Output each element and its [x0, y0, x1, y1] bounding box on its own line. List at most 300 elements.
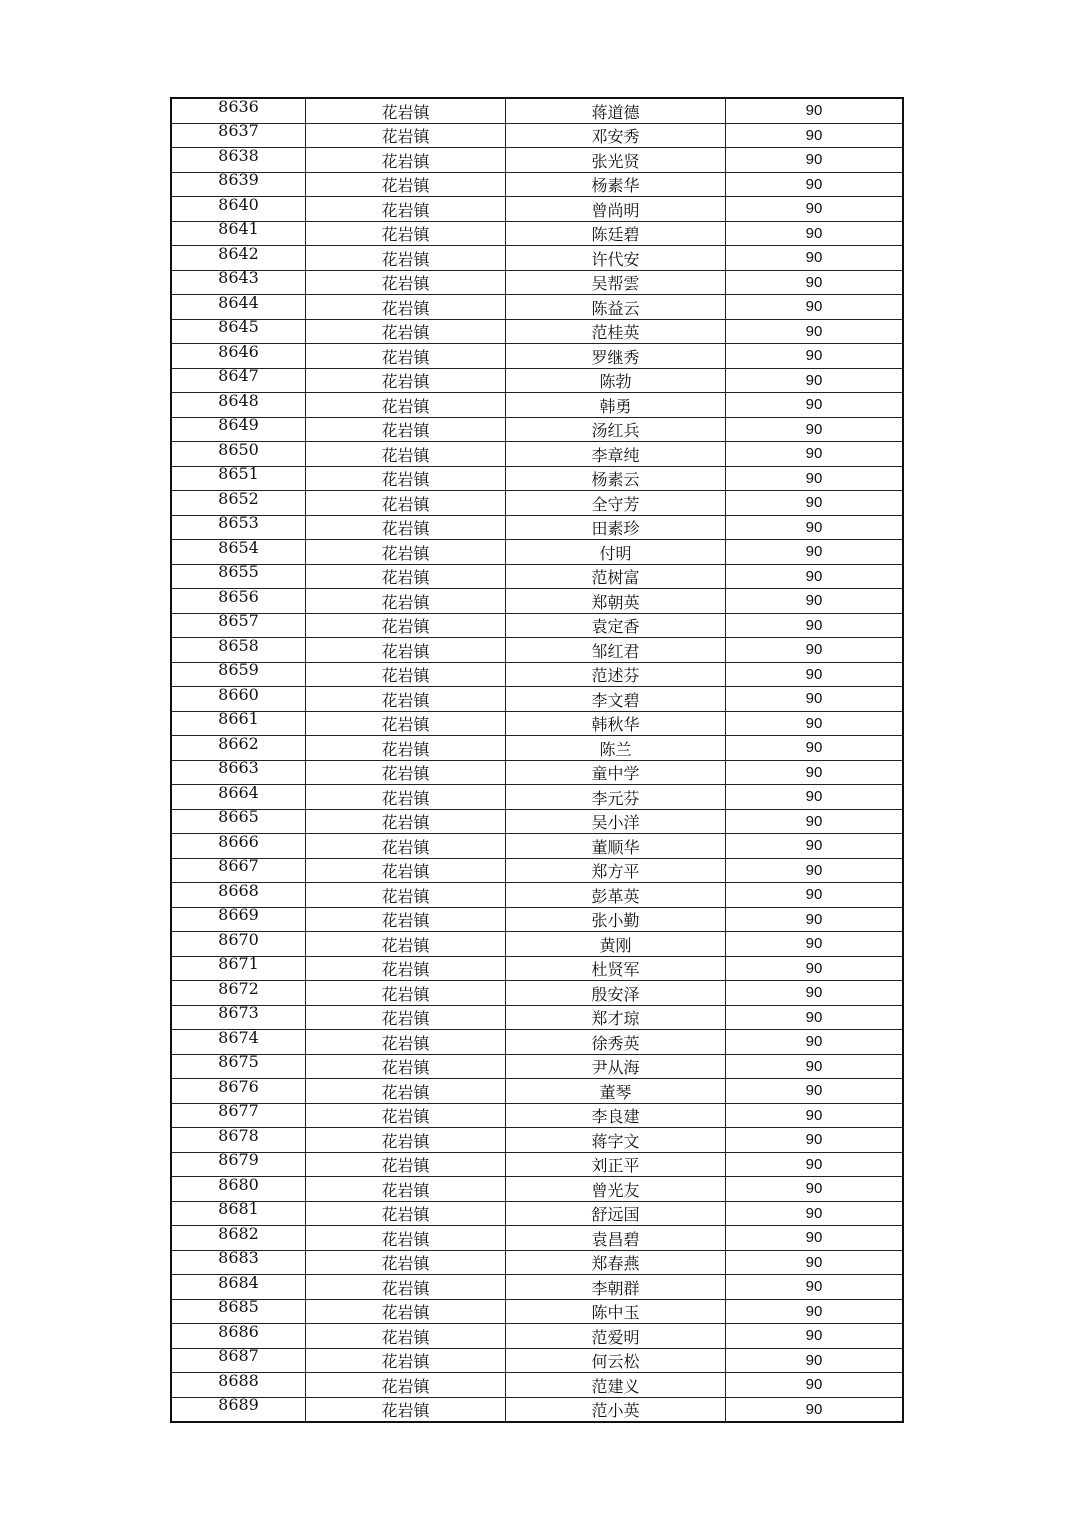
- person-name-cell-text: 陈中玉: [591, 1303, 640, 1323]
- town-cell: [306, 540, 506, 565]
- serial-number-cell-text: 8684: [218, 1274, 259, 1292]
- town-cell-text: 花岩镇: [381, 176, 430, 196]
- table-row: [171, 1201, 903, 1226]
- amount-cell-text: 90: [805, 371, 823, 389]
- town-cell: [306, 491, 506, 516]
- table-row: [171, 785, 903, 810]
- amount-cell-text: 90: [805, 543, 823, 561]
- table-row: [171, 1299, 903, 1324]
- person-name-cell: [506, 1250, 726, 1275]
- amount-cell-text: 90: [805, 1082, 823, 1100]
- table-row: [171, 246, 903, 271]
- person-name-cell-text: 陈兰: [599, 739, 632, 759]
- serial-number-cell: [171, 246, 306, 271]
- person-name-cell-text: 杜贤军: [591, 960, 640, 980]
- serial-number-cell-text: 8664: [218, 784, 259, 802]
- serial-number-cell: [171, 515, 306, 540]
- town-cell-text: 花岩镇: [381, 690, 430, 710]
- serial-number-cell-text: 8665: [218, 809, 259, 827]
- amount-cell: [726, 956, 904, 981]
- serial-number-cell: [171, 858, 306, 883]
- serial-number-cell: [171, 1152, 306, 1177]
- person-name-cell-text: 曾光友: [591, 1180, 640, 1200]
- table-row: [171, 736, 903, 761]
- person-name-cell: [506, 883, 726, 908]
- town-cell-text: 花岩镇: [381, 1376, 430, 1396]
- table-row: [171, 883, 903, 908]
- amount-cell-text: 90: [805, 1376, 823, 1394]
- amount-cell: [726, 221, 904, 246]
- amount-cell-text: 90: [805, 910, 823, 928]
- town-cell: [306, 515, 506, 540]
- town-cell: [306, 1103, 506, 1128]
- amount-cell: [726, 711, 904, 736]
- serial-number-cell: [171, 1226, 306, 1251]
- person-name-cell: [506, 393, 726, 418]
- town-cell-text: 花岩镇: [381, 1352, 430, 1372]
- town-cell-text: 花岩镇: [381, 1156, 430, 1176]
- amount-cell: [726, 760, 904, 785]
- table-row: [171, 834, 903, 859]
- town-cell: [306, 319, 506, 344]
- town-cell: [306, 613, 506, 638]
- amount-cell-text: 90: [805, 151, 823, 169]
- person-name-cell-text: 范小英: [591, 1401, 640, 1421]
- person-name-cell-text: 黄刚: [599, 935, 632, 955]
- serial-number-cell-text: 8674: [218, 1029, 259, 1047]
- amount-cell-text: 90: [805, 1204, 823, 1222]
- serial-number-cell: [171, 687, 306, 712]
- serial-number-cell: [171, 956, 306, 981]
- town-cell-text: 花岩镇: [381, 788, 430, 808]
- serial-number-cell: [171, 295, 306, 320]
- town-cell-text: 花岩镇: [381, 1180, 430, 1200]
- table-row: [171, 540, 903, 565]
- table-row: [171, 662, 903, 687]
- person-name-cell: [506, 1079, 726, 1104]
- person-name-cell-text: 曾尚明: [591, 200, 640, 220]
- person-name-cell-text: 蒋道德: [591, 102, 640, 122]
- amount-cell-text: 90: [805, 322, 823, 340]
- serial-number-cell: [171, 883, 306, 908]
- amount-cell: [726, 834, 904, 859]
- amount-cell: [726, 1030, 904, 1055]
- serial-number-cell-text: 8662: [218, 735, 259, 753]
- person-name-cell: [506, 1030, 726, 1055]
- amount-cell-text: 90: [805, 886, 823, 904]
- person-name-cell: [506, 1054, 726, 1079]
- person-name-cell-text: 董顺华: [591, 837, 640, 857]
- person-name-cell-text: 杨素华: [591, 176, 640, 196]
- serial-number-cell-text: 8647: [218, 368, 259, 386]
- town-cell: [306, 907, 506, 932]
- person-name-cell: [506, 932, 726, 957]
- serial-number-cell: [171, 148, 306, 173]
- serial-number-cell-text: 8642: [218, 245, 259, 263]
- amount-cell-text: 90: [805, 641, 823, 659]
- serial-number-cell-text: 8687: [218, 1348, 259, 1366]
- person-name-cell: [506, 1005, 726, 1030]
- amount-cell-text: 90: [805, 592, 823, 610]
- town-cell: [306, 1250, 506, 1275]
- town-cell-text: 花岩镇: [381, 1327, 430, 1347]
- serial-number-cell-text: 8669: [218, 907, 259, 925]
- town-cell-text: 花岩镇: [381, 127, 430, 147]
- serial-number-cell: [171, 834, 306, 859]
- amount-cell: [726, 564, 904, 589]
- person-name-cell: [506, 172, 726, 197]
- amount-cell-text: 90: [805, 812, 823, 830]
- person-name-cell: [506, 613, 726, 638]
- amount-cell-text: 90: [805, 665, 823, 683]
- table-row: [171, 711, 903, 736]
- person-name-cell: [506, 540, 726, 565]
- serial-number-cell: [171, 785, 306, 810]
- person-name-cell: [506, 295, 726, 320]
- amount-cell: [726, 1275, 904, 1300]
- serial-number-cell-text: 8688: [218, 1372, 259, 1390]
- table-row: [171, 148, 903, 173]
- serial-number-cell: [171, 1324, 306, 1349]
- person-name-cell: [506, 344, 726, 369]
- town-cell: [306, 172, 506, 197]
- town-cell: [306, 883, 506, 908]
- serial-number-cell: [171, 221, 306, 246]
- person-name-cell: [506, 687, 726, 712]
- person-name-cell: [506, 1373, 726, 1398]
- town-cell-text: 花岩镇: [381, 886, 430, 906]
- person-name-cell-text: 袁昌碧: [591, 1229, 640, 1249]
- town-cell-text: 花岩镇: [381, 813, 430, 833]
- serial-number-cell: [171, 613, 306, 638]
- amount-cell-text: 90: [805, 200, 823, 218]
- table-row: [171, 491, 903, 516]
- table-row: [171, 1152, 903, 1177]
- amount-cell-text: 90: [805, 616, 823, 634]
- person-name-cell: [506, 417, 726, 442]
- serial-number-cell: [171, 98, 306, 123]
- town-cell-text: 花岩镇: [381, 1033, 430, 1053]
- serial-number-cell-text: 8683: [218, 1250, 259, 1268]
- amount-cell-text: 90: [805, 1253, 823, 1271]
- amount-cell: [726, 883, 904, 908]
- person-name-cell: [506, 98, 726, 123]
- serial-number-cell-text: 8648: [218, 392, 259, 410]
- serial-number-cell-text: 8650: [218, 441, 259, 459]
- amount-cell: [726, 98, 904, 123]
- town-cell: [306, 148, 506, 173]
- amount-cell-text: 90: [805, 347, 823, 365]
- town-cell: [306, 1054, 506, 1079]
- table-row: [171, 1054, 903, 1079]
- person-name-cell: [506, 736, 726, 761]
- amount-cell-text: 90: [805, 298, 823, 316]
- amount-cell-text: 90: [805, 763, 823, 781]
- town-cell: [306, 1079, 506, 1104]
- town-cell-text: 花岩镇: [381, 494, 430, 514]
- town-cell-text: 花岩镇: [381, 323, 430, 343]
- person-name-cell: [506, 711, 726, 736]
- amount-cell: [726, 1201, 904, 1226]
- person-name-cell: [506, 466, 726, 491]
- town-cell: [306, 417, 506, 442]
- serial-number-cell-text: 8645: [218, 319, 259, 337]
- table-row: [171, 564, 903, 589]
- amount-cell: [726, 613, 904, 638]
- serial-number-cell: [171, 1030, 306, 1055]
- serial-number-cell: [171, 662, 306, 687]
- town-cell-text: 花岩镇: [381, 298, 430, 318]
- person-name-cell-text: 付明: [599, 543, 632, 563]
- town-cell: [306, 393, 506, 418]
- amount-cell: [726, 393, 904, 418]
- amount-cell-text: 90: [805, 469, 823, 487]
- person-name-cell-text: 邹红君: [591, 641, 640, 661]
- person-name-cell-text: 李朝群: [591, 1278, 640, 1298]
- town-cell-text: 花岩镇: [381, 372, 430, 392]
- town-cell: [306, 589, 506, 614]
- serial-number-cell-text: 8643: [218, 270, 259, 288]
- serial-number-cell-text: 8663: [218, 760, 259, 778]
- town-cell-text: 花岩镇: [381, 1131, 430, 1151]
- person-name-cell: [506, 809, 726, 834]
- amount-cell: [726, 344, 904, 369]
- serial-number-cell-text: 8671: [218, 956, 259, 974]
- person-name-cell: [506, 907, 726, 932]
- person-name-cell: [506, 981, 726, 1006]
- town-cell: [306, 1177, 506, 1202]
- person-name-cell: [506, 785, 726, 810]
- amount-cell-text: 90: [805, 494, 823, 512]
- person-name-cell: [506, 1324, 726, 1349]
- amount-cell-text: 90: [805, 935, 823, 953]
- serial-number-cell-text: 8689: [218, 1397, 259, 1415]
- amount-cell-text: 90: [805, 690, 823, 708]
- table-row: [171, 956, 903, 981]
- table-row: [171, 1103, 903, 1128]
- town-cell-text: 花岩镇: [381, 1303, 430, 1323]
- town-cell-text: 花岩镇: [381, 837, 430, 857]
- amount-cell: [726, 687, 904, 712]
- person-name-cell-text: 舒远国: [591, 1205, 640, 1225]
- person-name-cell-text: 徐秀英: [591, 1033, 640, 1053]
- town-cell: [306, 687, 506, 712]
- serial-number-cell-text: 8639: [218, 172, 259, 190]
- town-cell: [306, 858, 506, 883]
- serial-number-cell: [171, 172, 306, 197]
- town-cell-text: 花岩镇: [381, 666, 430, 686]
- town-cell: [306, 197, 506, 222]
- person-name-cell-text: 蒋字文: [591, 1131, 640, 1151]
- town-cell-text: 花岩镇: [381, 568, 430, 588]
- serial-number-cell-text: 8679: [218, 1152, 259, 1170]
- person-name-cell: [506, 1201, 726, 1226]
- town-cell: [306, 760, 506, 785]
- town-cell: [306, 785, 506, 810]
- amount-cell-text: 90: [805, 1033, 823, 1051]
- town-cell: [306, 1299, 506, 1324]
- town-cell-text: 花岩镇: [381, 1401, 430, 1421]
- person-name-cell: [506, 1226, 726, 1251]
- serial-number-cell-text: 8676: [218, 1078, 259, 1096]
- table-row: [171, 1348, 903, 1373]
- serial-number-cell-text: 8659: [218, 662, 259, 680]
- serial-number-cell-text: 8638: [218, 147, 259, 165]
- amount-cell: [726, 736, 904, 761]
- person-name-cell: [506, 1177, 726, 1202]
- town-cell-text: 花岩镇: [381, 1058, 430, 1078]
- town-cell: [306, 1373, 506, 1398]
- table-row: [171, 123, 903, 148]
- serial-number-cell-text: 8673: [218, 1005, 259, 1023]
- town-cell-text: 花岩镇: [381, 935, 430, 955]
- serial-number-cell-text: 8668: [218, 882, 259, 900]
- serial-number-cell-text: 8667: [218, 858, 259, 876]
- town-cell: [306, 932, 506, 957]
- town-cell-text: 花岩镇: [381, 1205, 430, 1225]
- serial-number-cell-text: 8655: [218, 564, 259, 582]
- serial-number-cell-text: 8660: [218, 686, 259, 704]
- table-row: [171, 1005, 903, 1030]
- person-name-cell-text: 张光贤: [591, 151, 640, 171]
- town-cell-text: 花岩镇: [381, 911, 430, 931]
- town-cell: [306, 368, 506, 393]
- amount-cell-text: 90: [805, 567, 823, 585]
- table-row: [171, 858, 903, 883]
- amount-cell: [726, 932, 904, 957]
- table-row: [171, 1373, 903, 1398]
- amount-cell-text: 90: [805, 126, 823, 144]
- amount-cell-text: 90: [805, 837, 823, 855]
- serial-number-cell-text: 8678: [218, 1127, 259, 1145]
- person-name-cell: [506, 662, 726, 687]
- town-cell: [306, 1152, 506, 1177]
- table-row: [171, 393, 903, 418]
- person-name-cell-text: 董琴: [599, 1082, 632, 1102]
- table-row: [171, 442, 903, 467]
- table-row: [171, 98, 903, 123]
- amount-cell-text: 90: [805, 788, 823, 806]
- person-name-cell: [506, 1299, 726, 1324]
- amount-cell-text: 90: [805, 1008, 823, 1026]
- town-cell: [306, 564, 506, 589]
- amount-cell-text: 90: [805, 1229, 823, 1247]
- serial-number-cell-text: 8686: [218, 1323, 259, 1341]
- table-row: [171, 1177, 903, 1202]
- serial-number-cell: [171, 932, 306, 957]
- person-name-cell: [506, 491, 726, 516]
- person-name-cell: [506, 564, 726, 589]
- amount-cell-text: 90: [805, 1106, 823, 1124]
- town-cell: [306, 736, 506, 761]
- amount-cell: [726, 1177, 904, 1202]
- serial-number-cell: [171, 1128, 306, 1153]
- table-row: [171, 197, 903, 222]
- person-name-cell-text: 范述芬: [591, 666, 640, 686]
- town-cell-text: 花岩镇: [381, 1229, 430, 1249]
- serial-number-cell-text: 8677: [218, 1103, 259, 1121]
- person-name-cell-text: 范建义: [591, 1376, 640, 1396]
- town-cell: [306, 270, 506, 295]
- amount-cell: [726, 1128, 904, 1153]
- town-cell: [306, 711, 506, 736]
- town-cell: [306, 1201, 506, 1226]
- table-row: [171, 1128, 903, 1153]
- person-name-cell: [506, 760, 726, 785]
- amount-cell: [726, 270, 904, 295]
- serial-number-cell: [171, 540, 306, 565]
- amount-cell: [726, 246, 904, 271]
- serial-number-cell: [171, 270, 306, 295]
- person-name-cell: [506, 148, 726, 173]
- amount-cell: [726, 1226, 904, 1251]
- table-row: [171, 515, 903, 540]
- table-row: [171, 319, 903, 344]
- person-name-cell-text: 张小勤: [591, 911, 640, 931]
- table-row: [171, 760, 903, 785]
- table-row: [171, 1030, 903, 1055]
- town-cell-text: 花岩镇: [381, 1278, 430, 1298]
- town-cell-text: 花岩镇: [381, 249, 430, 269]
- person-name-cell-text: 杨素云: [591, 470, 640, 490]
- person-name-cell-text: 李章纯: [591, 445, 640, 465]
- amount-cell-text: 90: [805, 861, 823, 879]
- person-name-cell: [506, 197, 726, 222]
- serial-number-cell: [171, 1373, 306, 1398]
- town-cell: [306, 344, 506, 369]
- amount-cell: [726, 638, 904, 663]
- table-row: [171, 172, 903, 197]
- town-cell-text: 花岩镇: [381, 543, 430, 563]
- person-name-cell-text: 彭革英: [591, 886, 640, 906]
- person-name-cell: [506, 246, 726, 271]
- serial-number-cell: [171, 1079, 306, 1104]
- amount-cell: [726, 1250, 904, 1275]
- serial-number-cell-text: 8657: [218, 613, 259, 631]
- town-cell-text: 花岩镇: [381, 445, 430, 465]
- amount-cell: [726, 907, 904, 932]
- table-row: [171, 1275, 903, 1300]
- serial-number-cell-text: 8641: [218, 221, 259, 239]
- amount-cell: [726, 981, 904, 1006]
- serial-number-cell: [171, 1201, 306, 1226]
- person-name-cell-text: 韩秋华: [591, 715, 640, 735]
- serial-number-cell: [171, 1299, 306, 1324]
- town-cell-text: 花岩镇: [381, 151, 430, 171]
- person-name-cell-text: 殷安泽: [591, 984, 640, 1004]
- table-row: [171, 1397, 903, 1422]
- amount-cell: [726, 442, 904, 467]
- table-row: [171, 466, 903, 491]
- serial-number-cell-text: 8646: [218, 343, 259, 361]
- serial-number-cell: [171, 368, 306, 393]
- table-row: [171, 981, 903, 1006]
- amount-cell-text: 90: [805, 445, 823, 463]
- amount-cell-text: 90: [805, 1327, 823, 1345]
- person-name-cell: [506, 515, 726, 540]
- person-name-cell: [506, 858, 726, 883]
- town-cell-text: 花岩镇: [381, 739, 430, 759]
- town-cell-text: 花岩镇: [381, 715, 430, 735]
- person-name-cell: [506, 270, 726, 295]
- amount-cell-text: 90: [805, 102, 823, 120]
- table-row: [171, 1079, 903, 1104]
- serial-number-cell: [171, 1103, 306, 1128]
- town-cell-text: 花岩镇: [381, 592, 430, 612]
- serial-number-cell-text: 8685: [218, 1299, 259, 1317]
- serial-number-cell: [171, 1275, 306, 1300]
- table-row: [171, 368, 903, 393]
